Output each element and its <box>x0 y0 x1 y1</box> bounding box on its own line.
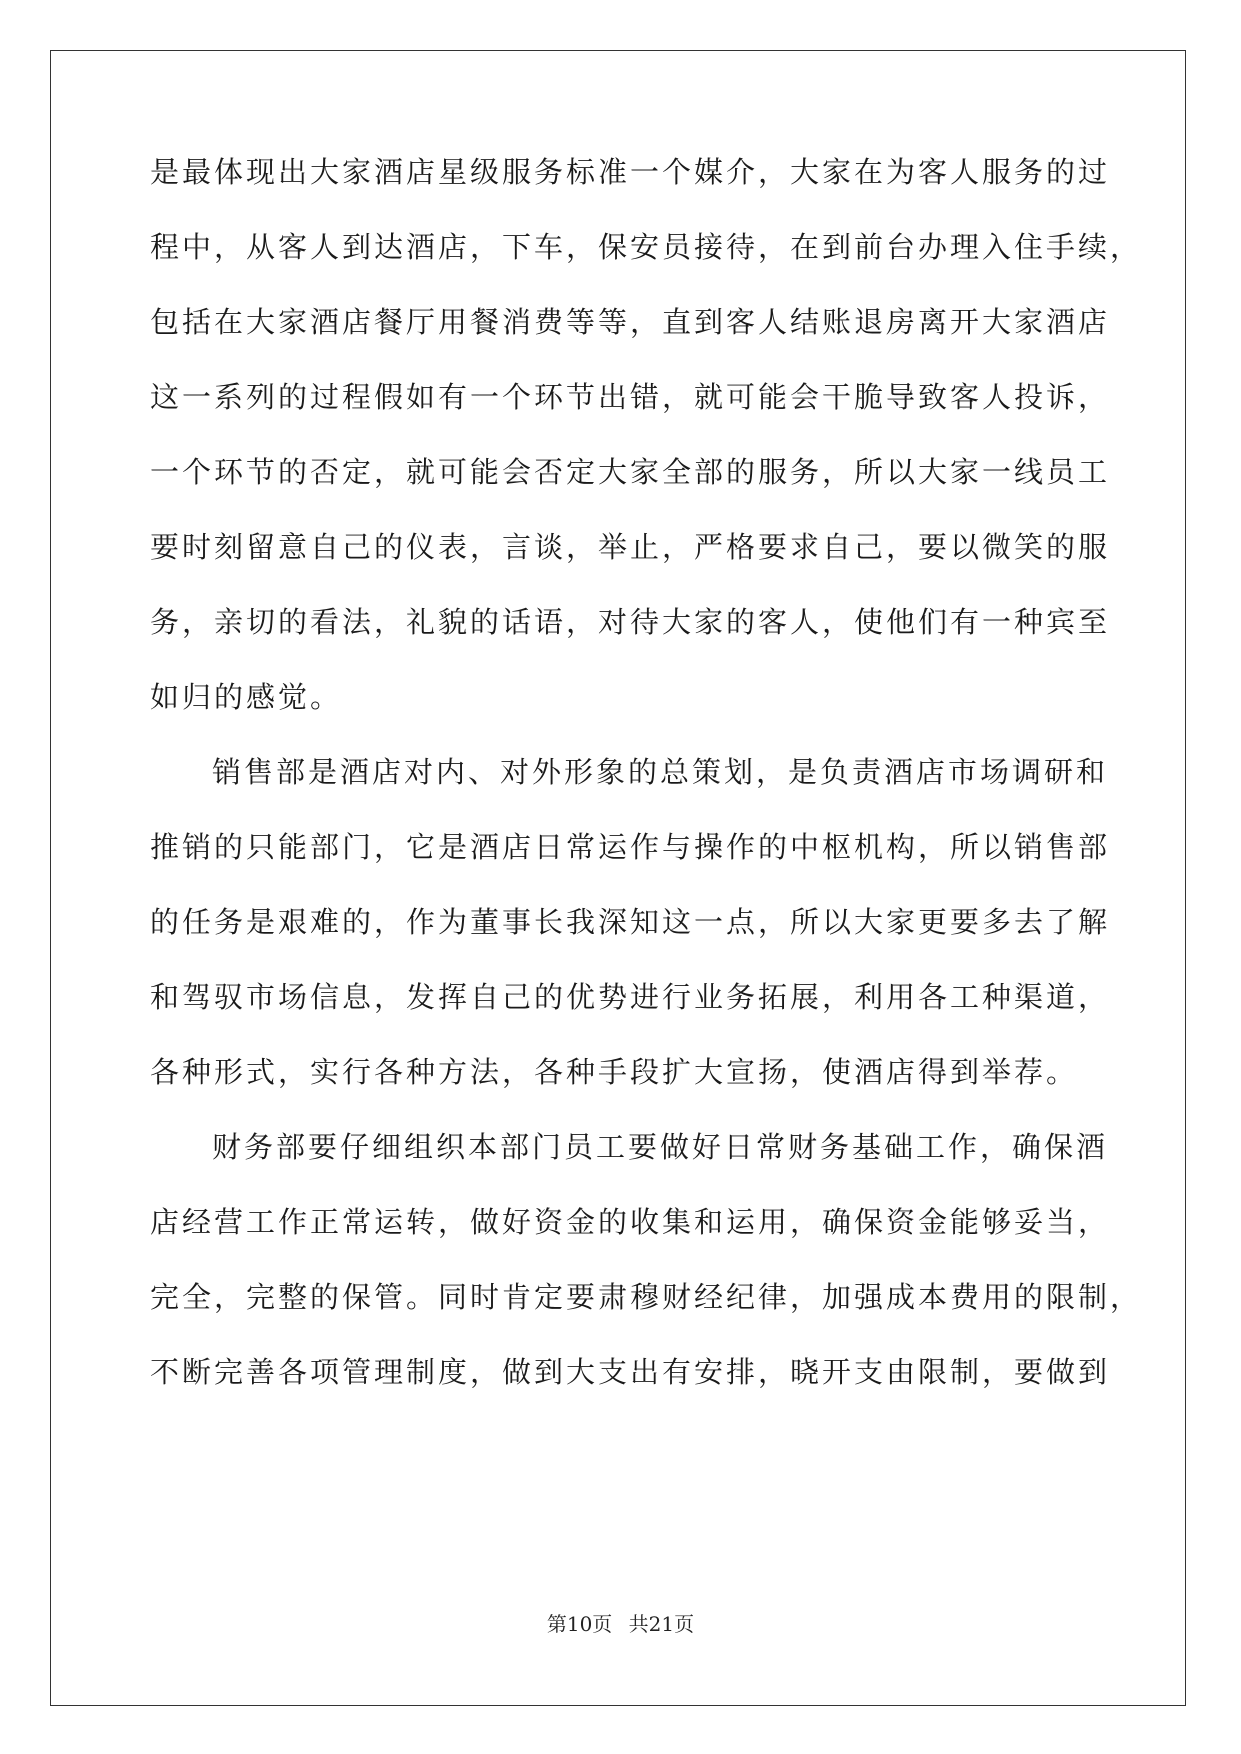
page-footer <box>0 1608 1241 1637</box>
page-border <box>50 50 1186 1706</box>
text-line: 各种形式，实行各种方法，各种手段扩大宣扬，使酒店得到举荐。 <box>150 1055 1079 1089</box>
text-line: 不断完善各项管理制度，做到大支出有安排，晓开支由限制，要做到 <box>150 1355 1111 1389</box>
text-line: 包括在大家酒店餐厅用餐消费等等，直到客人结账退房离开大家酒店 <box>150 305 1111 339</box>
text-line: 务，亲切的看法，礼貌的话语，对待大家的客人，使他们有一种宾至 <box>150 605 1111 639</box>
page-total: 共21页 <box>628 1612 695 1636</box>
text-line: 如归的感觉。 <box>150 680 343 714</box>
text-line: 推销的只能部门，它是酒店日常运作与操作的中枢机构，所以销售部 <box>150 830 1111 864</box>
text-line: 的任务是艰难的，作为董事长我深知这一点，所以大家更要多去了解 <box>150 905 1111 939</box>
text-line: 程中，从客人到达酒店，下车，保安员接待，在到前台办理入住手续， <box>150 230 1143 264</box>
text-line: 要时刻留意自己的仪表，言谈，举止，严格要求自己，要以微笑的服 <box>150 530 1111 564</box>
text-line: 和驾驭市场信息，发挥自己的优势进行业务拓展，利用各工种渠道， <box>150 980 1111 1014</box>
text-line: 完全，完整的保管。同时肯定要肃穆财经纪律，加强成本费用的限制， <box>150 1280 1143 1314</box>
text-line: 一个环节的否定，就可能会否定大家全部的服务，所以大家一线员工 <box>150 455 1111 489</box>
text-line: 财务部要仔细组织本部门员工要做好日常财务基础工作，确保酒 <box>212 1130 1109 1164</box>
page-number: 第10页 <box>546 1612 613 1636</box>
text-line: 这一系列的过程假如有一个环节出错，就可能会干脆导致客人投诉， <box>150 380 1111 414</box>
text-line: 是最体现出大家酒店星级服务标准一个媒介，大家在为客人服务的过 <box>150 155 1111 189</box>
text-line: 销售部是酒店对内、对外形象的总策划，是负责酒店市场调研和 <box>212 755 1109 789</box>
text-line: 店经营工作正常运转，做好资金的收集和运用，确保资金能够妥当， <box>150 1205 1111 1239</box>
